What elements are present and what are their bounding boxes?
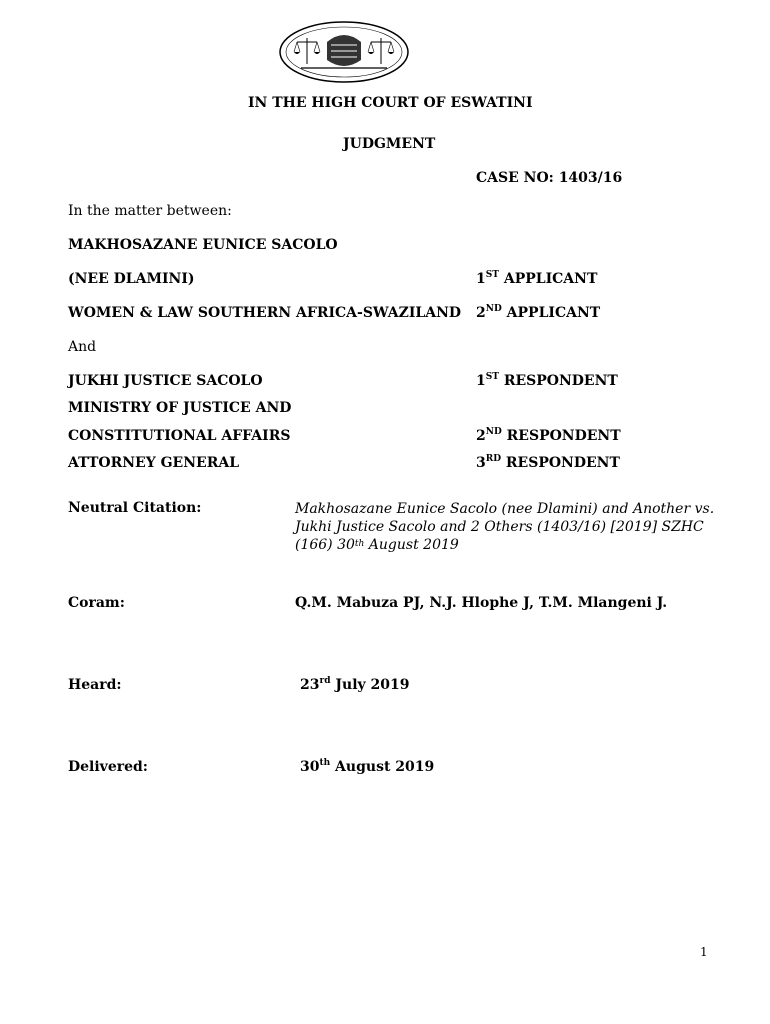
applicant-1-name-cont: (NEE DLAMINI) xyxy=(68,271,195,287)
page-number: 1 xyxy=(700,945,708,959)
respondent-1-name: JUKHI JUSTICE SACOLO xyxy=(68,373,263,389)
citation-value: Makhosazane Eunice Sacolo (nee Dlamini) and Another vs. Jukhi Justice Sacolo and 2 Others (1403/16) [2019] SZHC (166) 30th August 2019 xyxy=(295,501,715,553)
applicant-1-role: 1ST APPLICANT xyxy=(476,270,598,287)
applicant-1-name: MAKHOSAZANE EUNICE SACOLO xyxy=(68,237,338,253)
court-title: IN THE HIGH COURT OF ESWATINI xyxy=(248,95,533,111)
coram-value: Q.M. Mabuza PJ, N.J. Hlophe J, T.M. Mlangeni J. xyxy=(295,595,668,611)
delivered-value: 30th August 2019 xyxy=(300,758,435,775)
respondent-2-role: 2ND RESPONDENT xyxy=(476,427,621,444)
respondent-2-name-cont: CONSTITUTIONAL AFFAIRS xyxy=(68,428,291,444)
respondent-2-name: MINISTRY OF JUSTICE AND xyxy=(68,400,292,416)
case-number: CASE NO: 1403/16 xyxy=(476,170,623,186)
delivered-label: Delivered: xyxy=(68,759,148,775)
intro-text: In the matter between: xyxy=(68,203,232,219)
court-crest-logo xyxy=(277,20,411,84)
heard-value: 23rd July 2019 xyxy=(300,676,410,693)
respondent-3-role: 3RD RESPONDENT xyxy=(476,454,620,471)
citation-label: Neutral Citation: xyxy=(68,500,202,516)
applicant-2-role: 2ND APPLICANT xyxy=(476,304,601,321)
document-type: JUDGMENT xyxy=(343,136,436,152)
respondent-3-name: ATTORNEY GENERAL xyxy=(68,455,240,471)
respondent-1-role: 1ST RESPONDENT xyxy=(476,372,618,389)
coram-label: Coram: xyxy=(68,595,125,611)
and-text: And xyxy=(68,339,97,355)
applicant-2-name: WOMEN & LAW SOUTHERN AFRICA-SWAZILAND xyxy=(68,305,462,321)
heard-label: Heard: xyxy=(68,677,122,693)
